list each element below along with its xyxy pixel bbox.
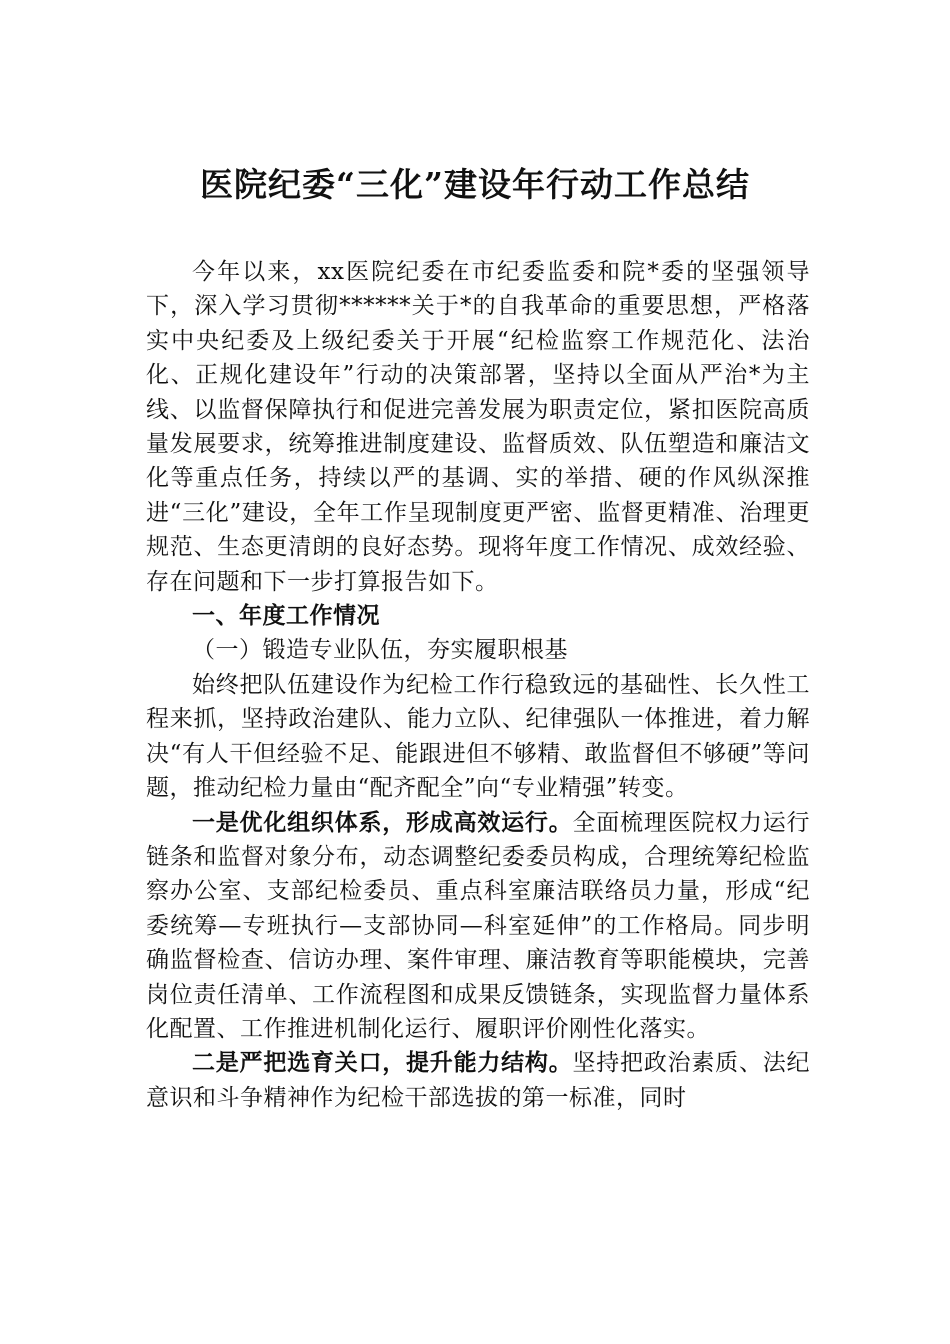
subsection-paragraph: 始终把队伍建设作为纪检工作行稳致远的基础性、长久性工程来抓，坚持政治建队、能力立队、纪律强队一体推进，着力解决“有人干但经验不足、能跟进但不够精、敢监督但不够硬”等问题，推动纪检力量由“配齐配全”向“专业精强”转变。 — [146, 671, 810, 802]
point-paragraph-1 — [146, 806, 810, 1047]
intro-paragraph: 今年以来，xx医院纪委在市纪委监委和院*委的坚强领导下，深入学习贯彻******关于*的自我革命的重要思想，严格落实中央纪委及上级纪委关于开展“纪检监察工作规范化、法治化、正规化建设年”行动的决策部署，坚持以全面从严治*为主线、以监督保障执行和促进完善发展为职责定位，紧扣医院高质量发展要求，统筹推进制度建设、监督质效、队伍塑造和廉洁文化等重点任务，持续以严的基调、实的举措、硬的作风纵深推进“三化”建设，全年工作呈现制度更严密、监督更精准、治理更规范、生态更清朗的良好态势。现将年度工作情况、成效经验、存在问题和下一步打算报告如下。 — [146, 259, 810, 595]
point-lead-2: 二是严把选育关口，提升能力结构。 — [192, 1049, 573, 1077]
document-title: 医院纪委“三化”建设年行动工作总结 — [200, 165, 750, 204]
point-paragraph-2 — [146, 1046, 810, 1115]
point-text-2: 坚持把政治素质、法纪意识和斗争精神作为纪检干部选拔的第一标准，同时 — [146, 1050, 811, 1111]
document-body — [146, 255, 810, 1115]
section-heading: 一、年度工作情况 — [192, 602, 380, 630]
point-lead-1: 一是优化组织体系，形成高效运行。 — [192, 808, 573, 836]
subsection-heading: （一）锻造专业队伍，夯实履职根基 — [192, 637, 568, 664]
point-text-1: 全面梳理医院权力运行链条和监督对象分布，动态调整纪委委员构成，合理统筹纪检监察办公室、支部纪检委员、重点科室廉洁联络员力量，形成“纪委统筹—专班执行—支部协同—科室延伸”的工作格局。同步明确监督检查、信访办理、案件审理、廉洁教育等职能模块，完善岗位责任清单、工作流程图和成果反馈链条，实现监督力量体系化配置、工作推进机制化运行、履职评价刚性化落实。 — [146, 809, 811, 1042]
